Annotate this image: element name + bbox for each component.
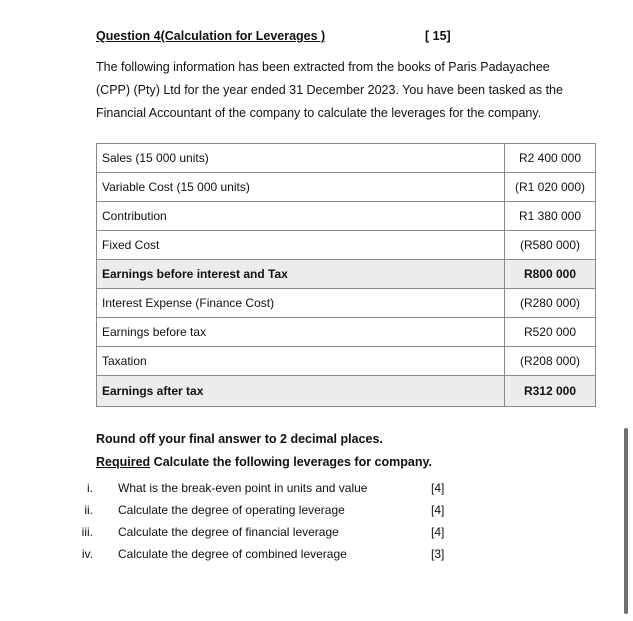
row-label: Taxation [97,347,505,376]
question-total-marks: [ 15] [425,29,451,43]
question-title: (Calculation for Leverages ) [160,29,326,43]
task-text: What is the break-even point in units and value [118,481,368,495]
list-item [0,547,633,569]
row-label: Sales (15 000 units) [97,144,505,173]
task-number: iv. [81,547,93,561]
row-amount: R2 400 000 [505,144,596,173]
list-item [0,525,633,547]
task-marks: [4] [431,503,445,517]
row-label: Fixed Cost [97,231,505,260]
task-text: Calculate the degree of operating leverage [118,503,345,517]
row-amount: (R580 000) [505,231,596,260]
intro-line: (CPP) (Pty) Ltd for the year ended 31 December 2023. You have been tasked as the [96,83,563,97]
task-text: Calculate the degree of financial leverage [118,525,339,539]
intro-paragraph [96,56,586,125]
question-number: Question 4 [96,29,161,43]
row-amount: R1 380 000 [505,202,596,231]
row-amount: R312 000 [505,376,596,407]
row-amount: (R208 000) [505,347,596,376]
list-item [0,503,633,525]
table-row [97,231,596,260]
required-text: Calculate the following leverages for company. [150,455,432,469]
task-marks: [4] [431,481,445,495]
task-marks: [3] [431,547,445,561]
row-amount: (R280 000) [505,289,596,318]
intro-line: The following information has been extracted from the books of Paris Padayachee [96,60,550,74]
row-label: Earnings before interest and Tax [97,260,505,289]
row-label: Earnings after tax [97,376,505,407]
required-instruction [96,455,432,469]
task-text: Calculate the degree of combined leverage [118,547,347,561]
required-label: Required [96,455,151,469]
table-row [97,347,596,376]
row-label: Interest Expense (Finance Cost) [97,289,505,318]
question-heading [96,29,325,43]
table-row [97,318,596,347]
table-row [97,202,596,231]
row-label: Contribution [97,202,505,231]
income-statement-table [96,143,596,407]
row-amount: R520 000 [505,318,596,347]
table-row [97,144,596,173]
list-item [0,481,633,503]
rounding-instruction: Round off your final answer to 2 decimal places. [96,432,383,446]
row-label: Variable Cost (15 000 units) [97,173,505,202]
table-row-highlighted [97,376,596,407]
task-number: ii. [84,503,93,517]
row-amount: (R1 020 000) [505,173,596,202]
task-number: iii. [81,525,93,539]
task-number: i. [87,481,93,495]
scrollbar-thumb[interactable] [624,428,628,614]
intro-line: Financial Accountant of the company to calculate the leverages for the company. [96,106,542,120]
row-amount: R800 000 [505,260,596,289]
table-row [97,173,596,202]
table-row [97,289,596,318]
row-label: Earnings before tax [97,318,505,347]
task-marks: [4] [431,525,445,539]
table-row-highlighted [97,260,596,289]
